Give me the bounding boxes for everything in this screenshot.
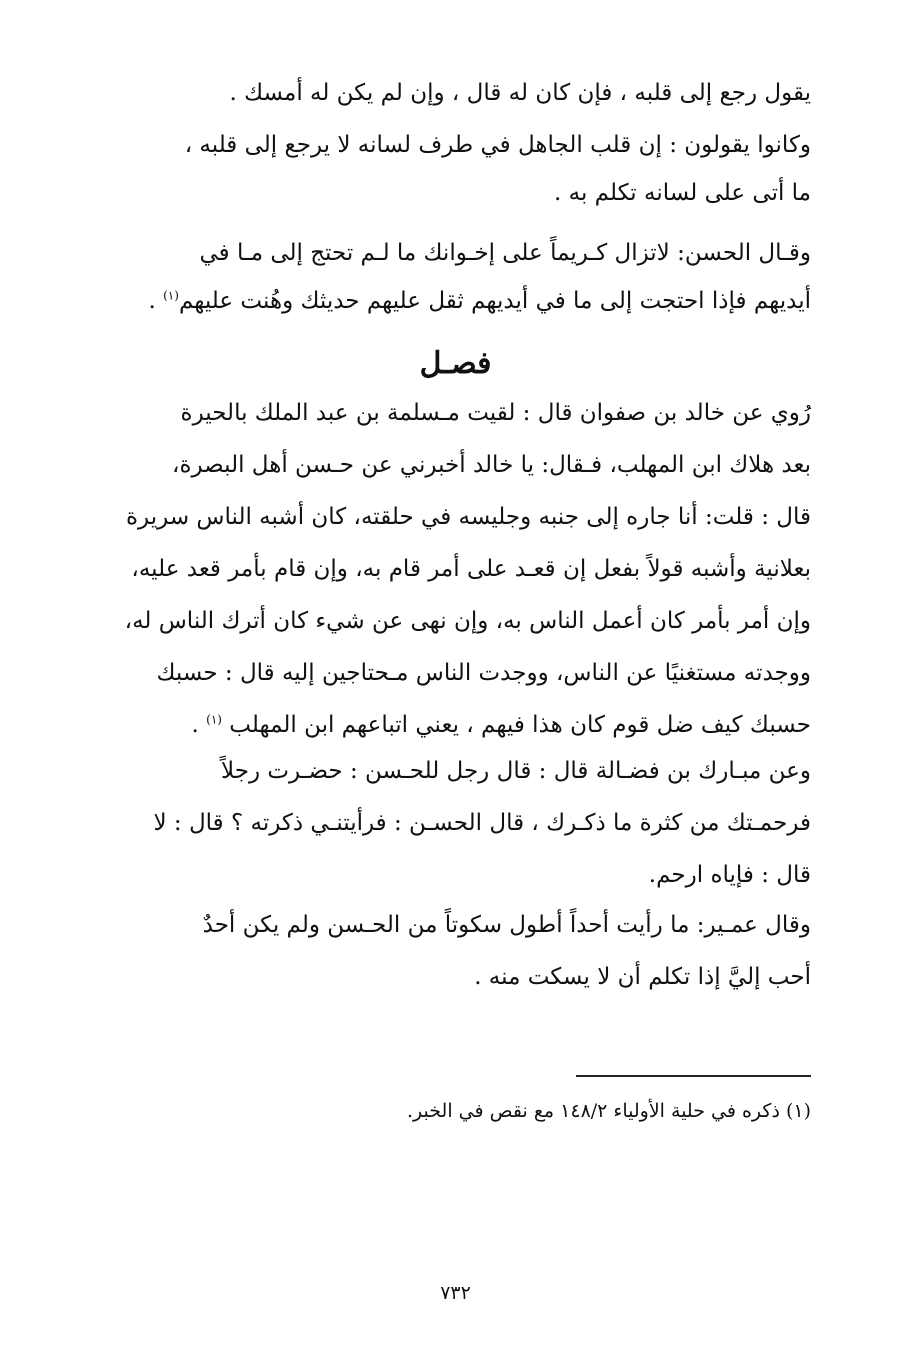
text-line: وكانوا يقولون : إن قلب الجاهل في طرف لسانه لا يرجع إلى قلبه ، <box>184 132 811 158</box>
text-line: وإن أمر بأمر كان أعمل الناس به، وإن نهى عن شيء كان أترك الناس له، <box>124 608 811 634</box>
text-line: أحب إليَّ إذا تكلم أن لا يسكت منه . <box>474 964 811 990</box>
paragraph-2 <box>101 130 811 208</box>
footnote: (١) ذكره في حلية الأولياء ١٤٨/٢ مع نقص في الخبر. <box>407 1100 811 1122</box>
text-line: ما أتى على لسانه تكلم به . <box>554 180 811 206</box>
text-line: حسبك كيف ضل قوم كان هذا فيهم ، يعني اتباعهم ابن المهلب <box>229 712 811 738</box>
text-line: أيديهم فإذا احتجت إلى ما في أيديهم ثقل عليهم حديثك وهُنت عليهم <box>178 288 811 314</box>
text-line: بعد هلاك ابن المهلب، فـقال: يا خالد أخبرني عن حـسن أهل البصرة، <box>172 452 811 478</box>
text-line: قال : فإياه ارحم. <box>648 862 811 888</box>
footnote-reference: (١) <box>206 712 222 727</box>
section-heading: فصـل <box>419 346 492 381</box>
sentence-end: . <box>191 712 199 738</box>
text-line-with-note <box>101 286 811 316</box>
paragraph-6 <box>101 910 811 992</box>
sentence-end: . <box>148 288 156 314</box>
paragraph-5 <box>101 756 811 890</box>
page-number: ٧٣٢ <box>440 1282 471 1304</box>
footnote-reference: (١) <box>163 288 179 303</box>
footnote-divider <box>576 1075 811 1077</box>
paragraph-4 <box>101 398 811 740</box>
text-line: وقـال الحسن: لاتزال كـريماً على إخـوانك ما لـم تحتج إلى مـا في <box>199 240 811 266</box>
paragraph-1 <box>101 78 811 108</box>
text-line-with-note <box>101 710 811 740</box>
text-line: وعن مبـارك بن فضـالة قال : قال رجل للحـسن : حضـرت رجلاً <box>221 758 811 784</box>
text-line: وقال عمـير: ما رأيت أحداً أطول سكوتاً من الحـسن ولم يكن أحدٌ <box>202 912 811 938</box>
text-line: قال : قلت: أنا جاره إلى جنبه وجليسه في حلقته، كان أشبه الناس سريرة <box>126 504 811 530</box>
text-line: رُوي عن خالد بن صفوان قال : لقيت مـسلمة بن عبد الملك بالحيرة <box>180 400 811 426</box>
text-line: بعلانية وأشبه قولاً بفعل إن قعـد على أمر قام به، وإن قام بأمر قعد عليه، <box>131 556 811 582</box>
paragraph-3 <box>101 238 811 316</box>
text-line: فرحمـتك من كثرة ما ذكـرك ، قال الحسـن : فرأيتنـي ذكرته ؟ قال : لا <box>153 810 811 836</box>
text-line: ووجدته مستغنيًا عن الناس، ووجدت الناس مـحتاجين إليه قال : حسبك <box>156 660 811 686</box>
text-line: يقول رجع إلى قلبه ، فإن كان له قال ، وإن لم يكن له أمسك . <box>229 80 811 106</box>
